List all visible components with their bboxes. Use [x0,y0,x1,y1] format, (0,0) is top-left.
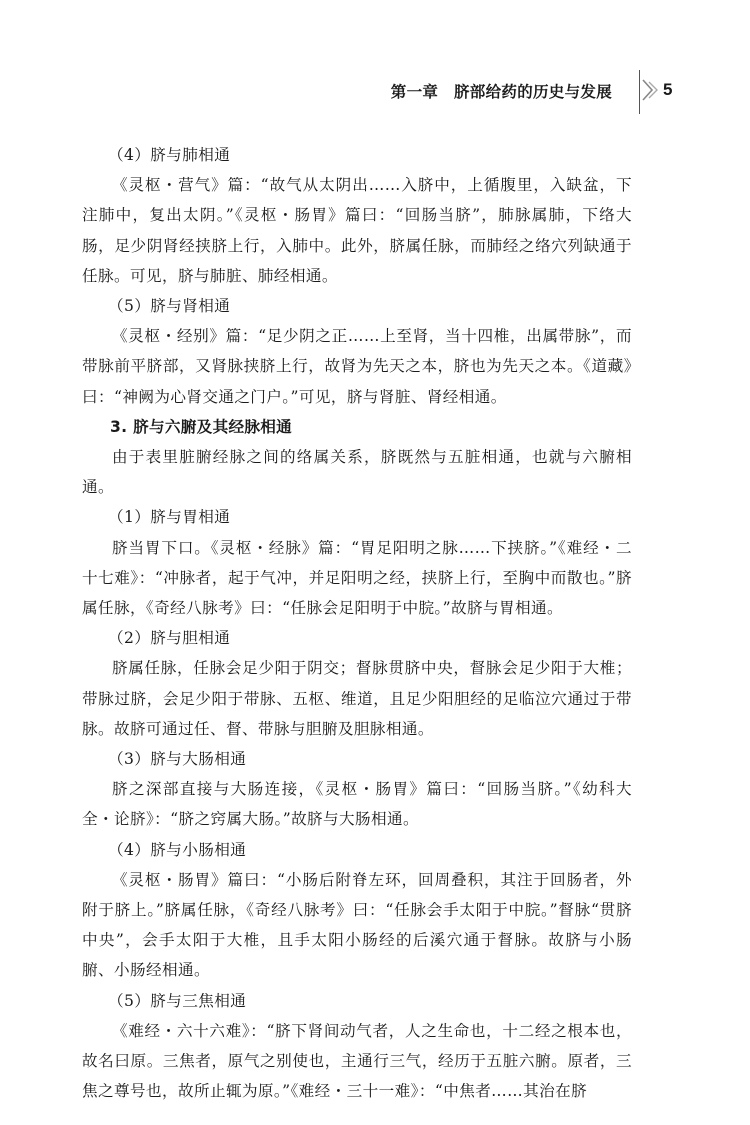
subsection-heading: （5）脐与肾相通 [108,297,231,316]
paragraph: 《灵枢・经别》篇：“足少阴之正……上至肾，当十四椎，出属带脉”，而带脉前平脐部，又肾脉挟脐上行，故肾为先天之本，脐也为先天之本。《道藏》曰：“神阙为心肾交通之门户。”可见，脐与肾脏、肾经相通。 [82,327,632,406]
chevron-ornament-icon [641,78,661,102]
chapter-title: 第一章 脐部给药的历史与发展 [390,82,612,101]
running-header [0,70,750,118]
subsection-heading: （4）脐与肺相通 [108,146,231,164]
body-text [82,140,632,1107]
subsection-heading: （2）脐与胆相通 [108,629,231,648]
section-heading: 3. 脐与六腑及其经脉相通 [110,417,293,436]
subsection-heading: （3）脐与大肠相通 [108,750,247,769]
paragraph: 《灵枢・营气》篇：“故气从太阴出……入脐中，上循腹里，入缺盆，下注肺中，复出太阴。”《灵枢・肠胃》篇曰：“回肠当脐”，肺脉属肺，下络大肠，足少阴肾经挟脐上行，入肺中。此外，脐属任脉，而肺经之络穴列缺通于任脉。可见，脐与肺脏、肺经相通。 [82,176,632,285]
header-divider [639,70,640,114]
subsection-heading: （4）脐与小肠相通 [108,840,247,859]
paragraph: 由于表里脏腑经脉之间的络属关系，脐既然与五脏相通，也就与六腑相通。 [82,448,632,497]
paragraph: 脐之深部直接与大肠连接，《灵枢・肠胃》篇曰：“回肠当脐。”《幼科大全・论脐》：“脐之窍属大肠。”故脐与大肠相通。 [82,780,632,829]
paragraph: 脐当胃下口。《灵枢・经脉》篇：“胃足阳明之脉……下挟脐。”《难经・二十七难》：“冲脉者，起于气冲，并足阳明之经，挟脐上行，至胸中而散也。”脐属任脉，《奇经八脉考》曰：“任脉会足阳明于中脘。”故脐与胃相通。 [82,538,632,618]
paragraph: 《灵枢・肠胃》篇曰：“小肠后附脊左环，回周叠积，其注于回肠者，外附于脐上。”脐属任脉，《奇经八脉考》曰：“任脉会手太阳于中脘。”督脉“贯脐中央”，会手太阳于大椎，且手太阳小肠经的后溪穴通于督脉。故脐与小肠腑、小肠经相通。 [82,870,632,980]
subsection-heading: （1）脐与胃相通 [108,508,231,527]
page-number: 5 [663,80,673,99]
paragraph: 脐属任脉，任脉会足少阳于阴交；督脉贯脐中央，督脉会足少阳于大椎；带脉过脐，会足少阳于带脉、五枢、维道，且足少阳胆经的足临泣穴通过于带脉。故脐可通过任、督、带脉与胆腑及胆脉相通。 [82,659,632,738]
subsection-heading: （5）脐与三焦相通 [108,991,247,1010]
paragraph: 《难经・六十六难》：“脐下肾间动气者，人之生命也，十二经之根本也，故名曰原。三焦者，原气之别使也，主通行三气，经历于五脏六腑。原者，三焦之尊号也，故所止辄为原。”《难经・三十一难》：“中焦者……其治在脐 [82,1021,632,1101]
